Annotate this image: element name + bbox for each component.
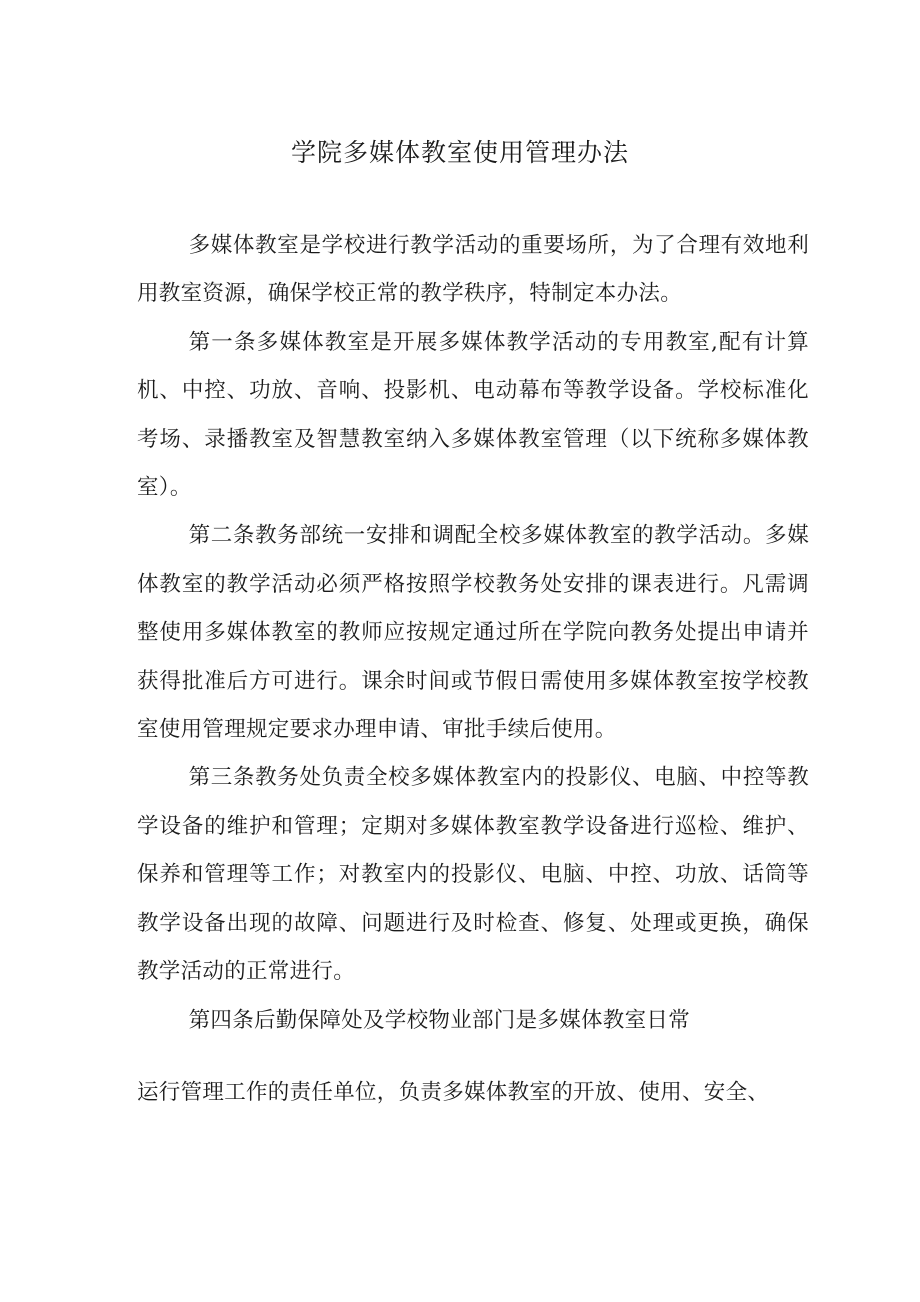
paragraph-article-4: 第四条后勤保障处及学校物业部门是多媒体教室日常 [188,1007,690,1033]
paragraph-article-2: 第二条教务部统一安排和调配全校多媒体教室的教学活动。多媒体教室的教学活动必须严格按照学校教务处安排的课表进行。凡需调整使用多媒体教室的教师应按规定通过所在学院向教务处提出申请并获得批准后方可进行。课余时间或节假日需使用多媒体教室按学校教室使用管理规定要求办理申请、审批手续后使用。 [137,523,809,743]
document-title: 学院多媒体教室使用管理办法 [290,138,629,167]
paragraph-gap [137,1045,809,1069]
paragraph-article-4-continuation: 运行管理工作的责任单位，负责多媒体教室的开放、使用、安全、 [137,1079,770,1105]
document-body [137,222,809,1117]
paragraph-article-3: 第三条教务处负责全校多媒体教室内的投影仪、电脑、中控等教学设备的维护和管理；定期对多媒体教室教学设备进行巡检、维护、保养和管理等工作；对教室内的投影仪、电脑、中控、功放、话筒等教学设备出现的故障、问题进行及时检查、修复、处理或更换，确保教学活动的正常进行。 [137,765,809,985]
paragraph-intro: 多媒体教室是学校进行教学活动的重要场所，为了合理有效地利用教室资源，确保学校正常的教学秩序，特制定本办法。 [137,233,809,307]
paragraph-article-1: 第一条多媒体教室是开展多媒体教学活动的专用教室,配有计算机、中控、功放、音响、投影机、电动幕布等教学设备。学校标准化考场、录播教室及智慧教室纳入多媒体教室管理（以下统称多媒体教室）。 [137,329,809,501]
